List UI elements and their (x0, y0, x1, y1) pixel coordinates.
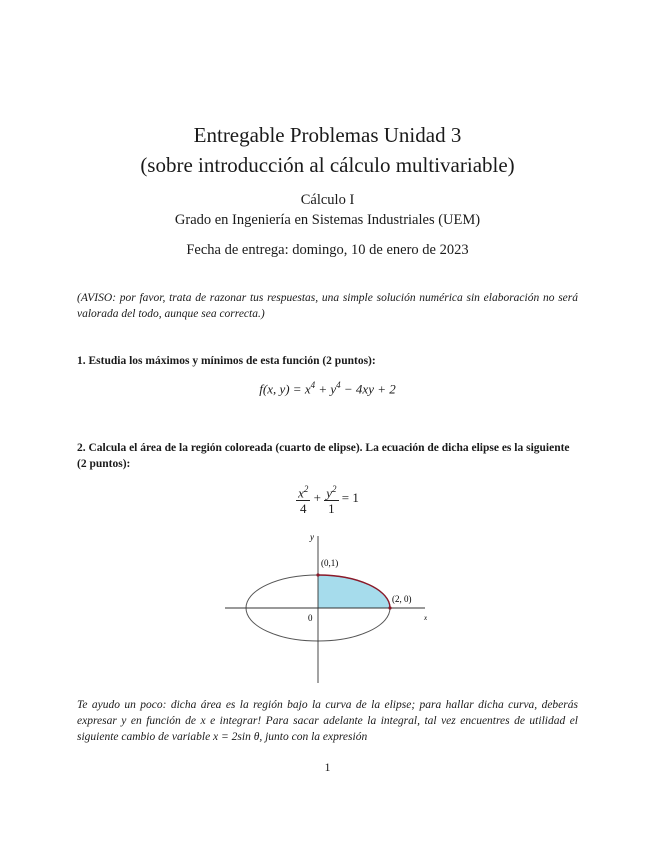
hint-text: Te ayudo un poco: dicha área es la región bajo la curva de la elipse; para hallar dicha curva, deberás expresar y en función de x e integrar! Para sacar adelante la integral, tal vez encuentres de utilidad el siguiente cambio de variable x = 2sin θ, junto con la expresión (77, 699, 578, 743)
document-title (0, 120, 655, 180)
point-top-label: (0,1) (321, 558, 339, 568)
fraction-y: $\frac{y^2}{1}$ (326, 484, 337, 517)
title-line-1: Entregable Problemas Unidad 3 (193, 123, 462, 147)
point-right-label: (2, 0) (392, 594, 412, 604)
axis-y-label: y (310, 532, 314, 542)
ellipse-figure (220, 528, 435, 685)
problem-1-formula: f(x, $y) = x^4 + y^4 - 4xy + 2$ (259, 380, 396, 397)
notice-text: (AVISO: por favor, trata de razonar tus respuestas, una simple solución numérica sin elaboración no será valorada del todo, aunque sea correcta.) (77, 292, 578, 320)
title-line-2: (sobre introducción al cálculo multivariable) (140, 153, 515, 177)
degree-name: Grado en Ingeniería en Sistemas Industriales (UEM) (174, 212, 481, 228)
problem-1-heading: 1. Estudia los máximos y mínimos de esta función (2 puntos): (77, 355, 376, 367)
due-date: Fecha de entrega: domingo, 10 de enero de 2023 (186, 242, 469, 258)
point-2-0 (388, 606, 391, 609)
problem-2-heading: 2. Calcula el área de la región coloreada (cuarto de elipse). La ecuación de dicha elipse es la siguiente (2 puntos): (77, 442, 570, 470)
problem-2-formula: $\frac{x^2}{4}$ + $\frac{y^2}{1}$ = 1 (298, 484, 359, 517)
fraction-x: $\frac{x^2}{4}$ (298, 484, 309, 517)
page-number: 1 (324, 760, 331, 774)
point-0-1 (316, 573, 319, 576)
axis-x-label: x (424, 614, 428, 622)
origin-label: 0 (308, 613, 313, 623)
course-name: Cálculo I (300, 192, 355, 208)
